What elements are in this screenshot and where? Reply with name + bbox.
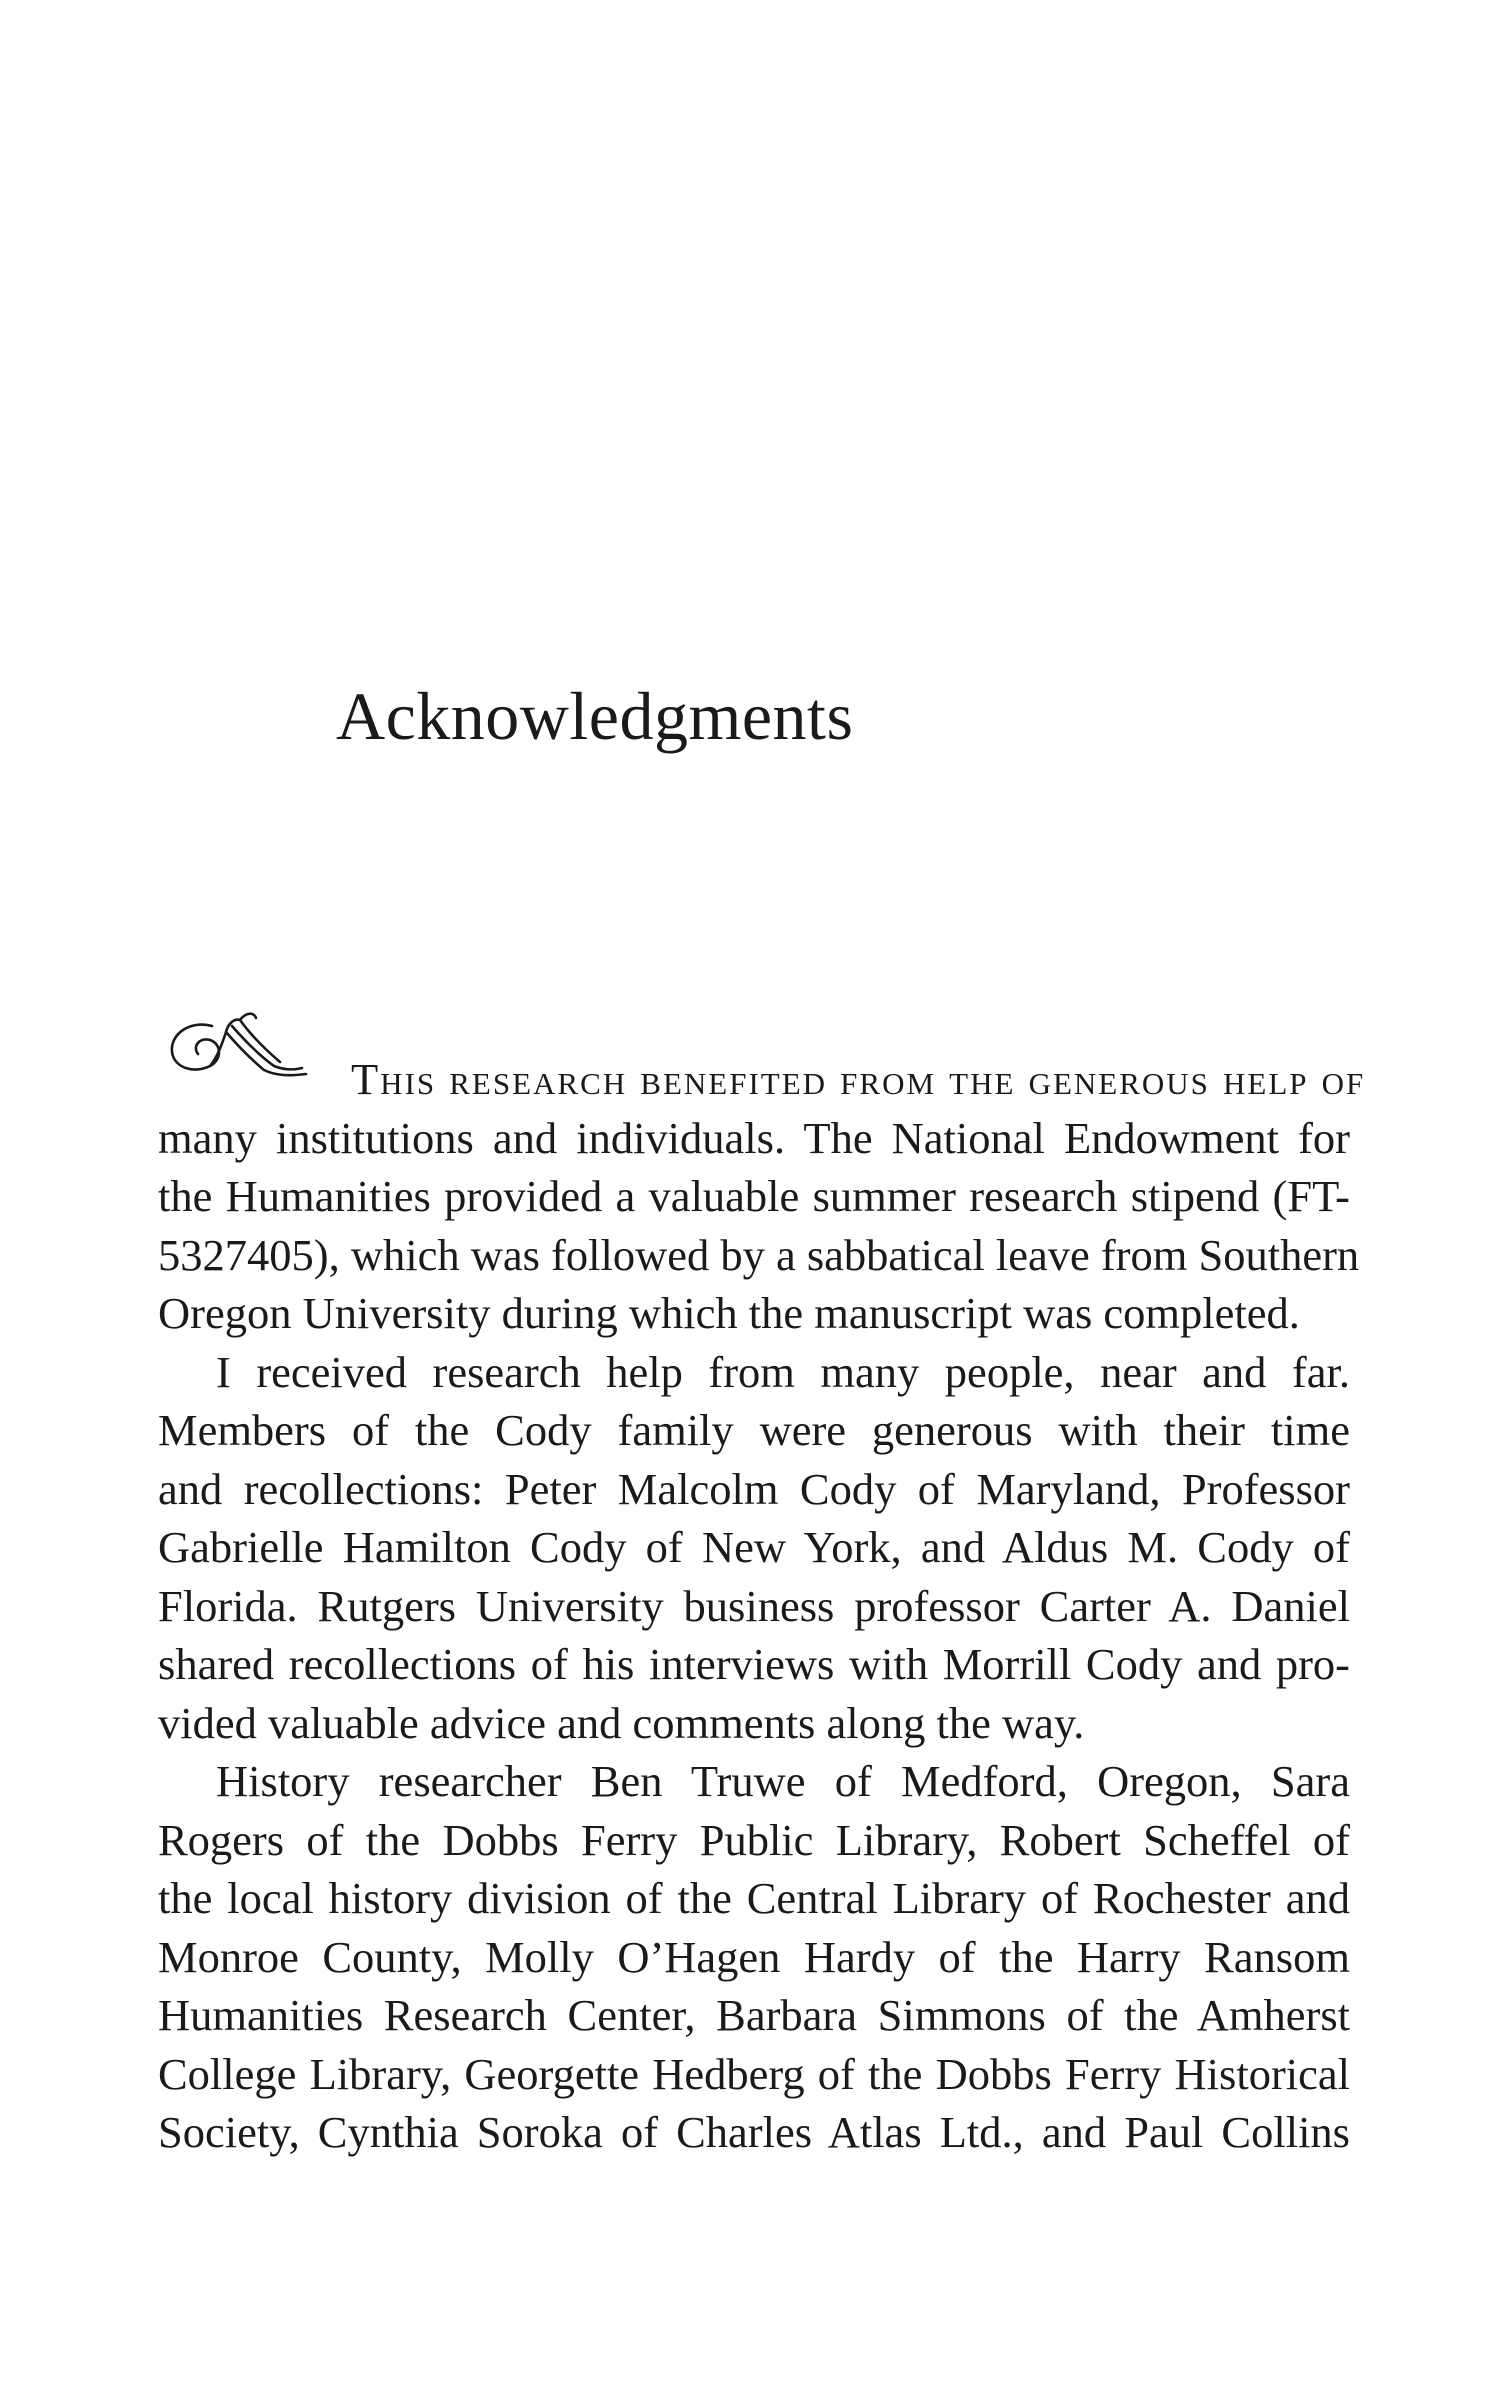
text-line: Oregon University during which the manuscript was completed.: [158, 1288, 1300, 1338]
page-title: Acknowledgments: [336, 678, 854, 754]
text-line: vided valuable advice and comments along the way.: [158, 1697, 1085, 1748]
text-line: Humanities Research Center, Barbara Simmons of the Amherst: [158, 1990, 1350, 2040]
text-line: Monroe County, Molly O’Hagen Hardy of the Harry Ransom: [158, 1931, 1350, 1982]
text-line: Rogers of the Dobbs Ferry Public Library, Robert Scheffel of: [158, 1814, 1350, 1865]
text-line: History researcher Ben Truwe of Medford, Oregon, Sara: [216, 1756, 1350, 1806]
text-line: shared recollections of his interviews with Morrill Cody and pro-: [158, 1639, 1350, 1689]
text-line: College Library, Georgette Hedberg of the Dobbs Ferry Historical: [158, 2048, 1350, 2099]
text-line: the Humanities provided a valuable summer research stipend (FT-: [158, 1171, 1350, 1221]
text-line: This research benefited from the generous help of: [351, 1054, 1366, 1104]
text-line: and recollections: Peter Malcolm Cody of Maryland, Professor: [158, 1463, 1350, 1514]
text-line: Society, Cynthia Soroka of Charles Atlas Ltd., and Paul Collins: [158, 2107, 1350, 2157]
text-line: I received research help from many people, near and far.: [216, 1346, 1350, 1397]
text-line: the local history division of the Central Library of Rochester and: [158, 1873, 1350, 1923]
text-line: 5327405), which was followed by a sabbatical leave from Southern: [158, 1229, 1360, 1280]
text-line: Florida. Rutgers University business professor Carter A. Daniel: [158, 1580, 1350, 1631]
text-line: many institutions and individuals. The National Endowment for: [158, 1112, 1350, 1163]
text-line: Members of the Cody family were generous with their time: [158, 1405, 1350, 1455]
text-line: Gabrielle Hamilton Cody of New York, and Aldus M. Cody of: [158, 1522, 1350, 1572]
acknowledgments-body: [158, 1050, 1366, 2162]
